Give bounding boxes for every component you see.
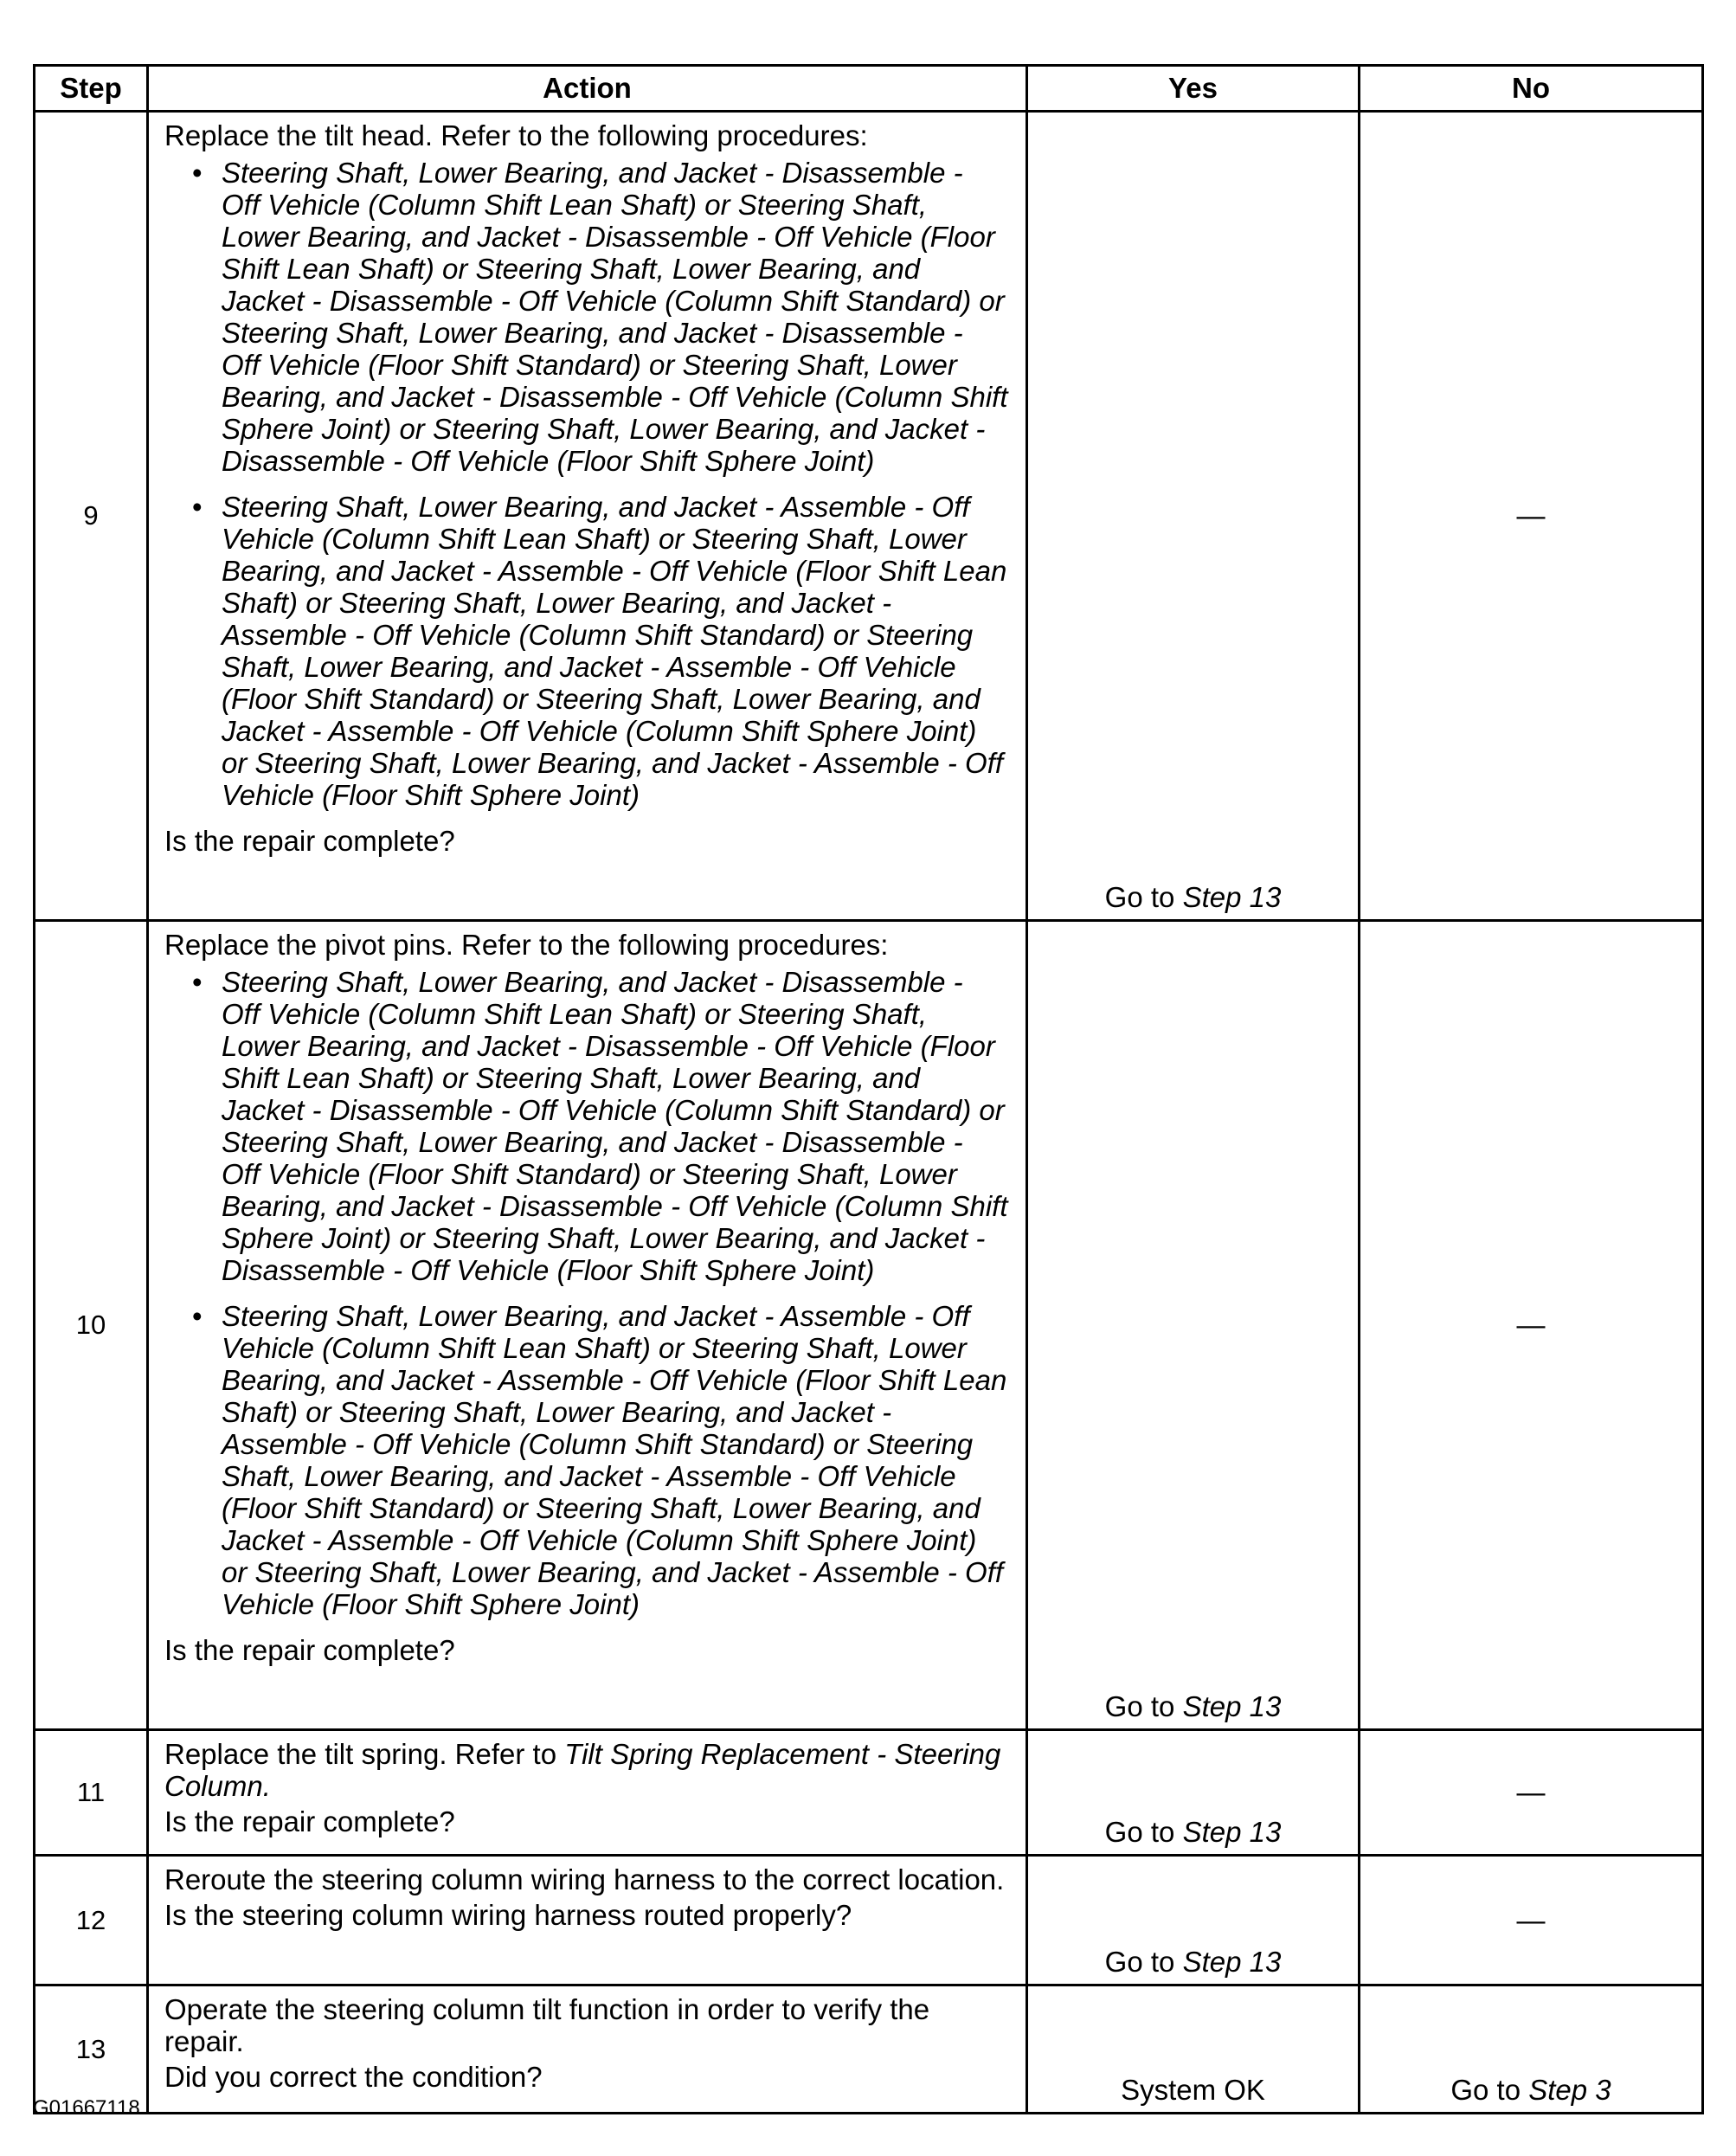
- table-row: [35, 1856, 1703, 1985]
- procedure-item: • Steering Shaft, Lower Bearing, and Jacket - Assemble - Off Vehicle (Column Shift Lean Shaft) or Steering Shaft, Lower Bearing, and Jacket - Assemble - Off Vehicle (Floor Shift Lean Shaft) or Steering Shaft, Lower Bearing, and Jacket - Assemble - Off Vehicle (Column Shift Standard) or Steering Shaft, Lower Bearing, and Jacket - Assemble - Off Vehicle (Floor Shift Standard) or Steering Shaft, Lower Bearing, and Jacket - Assemble - Off Vehicle (Column Shift Sphere Joint) or Steering Shaft, Lower Bearing, and Jacket - Assemble - Off Vehicle (Floor Shift Sphere Joint): [222, 491, 1008, 811]
- procedure-reference: Tilt Spring Replacement - Steering Column.: [164, 1738, 1001, 1802]
- procedure-list: [164, 966, 1008, 1620]
- procedure-item: • Steering Shaft, Lower Bearing, and Jacket - Disassemble - Off Vehicle (Column Shift Lean Shaft) or Steering Shaft, Lower Bearing, and Jacket - Disassemble - Off Vehicle (Floor Shift Lean Shaft) or Steering Shaft, Lower Bearing, and Jacket - Disassemble - Off Vehicle (Column Shift Standard) or Steering Shaft, Lower Bearing, and Jacket - Disassemble - Off Vehicle (Floor Shift Standard) or Steering Shaft, Lower Bearing, and Jacket - Disassemble - Off Vehicle (Column Shift Sphere Joint) or Steering Shaft, Lower Bearing, and Jacket - Disassemble - Off Vehicle (Floor Shift Sphere Joint): [222, 966, 1008, 1286]
- no-dash: —: [1516, 499, 1546, 531]
- action-question: Is the steering column wiring harness routed properly?: [164, 1899, 852, 1931]
- yes-prefix: Go to: [1104, 881, 1175, 913]
- no-dash: —: [1516, 1309, 1546, 1341]
- step-number: 11: [35, 1730, 148, 1856]
- procedure-item: • Steering Shaft, Lower Bearing, and Jacket - Assemble - Off Vehicle (Column Shift Lean Shaft) or Steering Shaft, Lower Bearing, and Jacket - Assemble - Off Vehicle (Floor Shift Lean Shaft) or Steering Shaft, Lower Bearing, and Jacket - Assemble - Off Vehicle (Column Shift Standard) or Steering Shaft, Lower Bearing, and Jacket - Assemble - Off Vehicle (Floor Shift Standard) or Steering Shaft, Lower Bearing, and Jacket - Assemble - Off Vehicle (Column Shift Sphere Joint) or Steering Shaft, Lower Bearing, and Jacket - Assemble - Off Vehicle (Floor Shift Sphere Joint): [222, 1300, 1008, 1620]
- action-intro-text: Replace the tilt spring. Refer to: [164, 1738, 557, 1770]
- action-cell: [148, 1730, 1027, 1856]
- step-number: 10: [35, 921, 148, 1730]
- figure-id: G01667118: [33, 2096, 140, 2120]
- no-step-link: Step 3: [1528, 2074, 1611, 2106]
- step-number: 12: [35, 1856, 148, 1985]
- action-question: Is the repair complete?: [164, 825, 455, 857]
- yes-step-link: Step 13: [1182, 1946, 1282, 1978]
- no-cell: [1360, 1985, 1703, 2114]
- yes-prefix: Go to: [1104, 1946, 1175, 1978]
- action-cell: [148, 921, 1027, 1730]
- yes-cell: [1027, 1856, 1360, 1985]
- table-row: [35, 1985, 1703, 2114]
- yes-result: System OK: [1121, 2074, 1265, 2106]
- header-step: Step: [35, 66, 148, 112]
- header-row: [35, 66, 1703, 112]
- action-intro: Reroute the steering column wiring harness to the correct location.: [164, 1863, 1005, 1895]
- no-cell: [1360, 1856, 1703, 1985]
- action-cell: [148, 112, 1027, 921]
- header-no: No: [1360, 66, 1703, 112]
- procedure-list: [164, 157, 1008, 811]
- table-row: [35, 1730, 1703, 1856]
- yes-step-link: Step 13: [1182, 1816, 1282, 1848]
- action-question: Is the repair complete?: [164, 1634, 455, 1666]
- table-row: [35, 112, 1703, 921]
- yes-cell: [1027, 1730, 1360, 1856]
- yes-step-link: Step 13: [1182, 881, 1282, 913]
- yes-prefix: Go to: [1104, 1690, 1175, 1722]
- no-dash: —: [1516, 1903, 1546, 1936]
- header-yes: Yes: [1027, 66, 1360, 112]
- no-cell: [1360, 1730, 1703, 1856]
- step-number: 13: [35, 1985, 148, 2114]
- action-intro: [164, 1738, 1008, 1802]
- yes-cell: [1027, 921, 1360, 1730]
- action-cell: [148, 1856, 1027, 1985]
- action-intro: Replace the pivot pins. Refer to the following procedures:: [164, 929, 889, 961]
- step-number: 9: [35, 112, 148, 921]
- action-intro: Replace the tilt head. Refer to the following procedures:: [164, 119, 868, 151]
- yes-cell: [1027, 112, 1360, 921]
- action-intro: Operate the steering column tilt function in order to verify the repair.: [164, 1993, 930, 2057]
- yes-prefix: Go to: [1104, 1816, 1175, 1848]
- diagnostic-table: [33, 64, 1704, 2114]
- no-cell: [1360, 112, 1703, 921]
- action-question: Is the repair complete?: [164, 1805, 455, 1837]
- no-prefix: Go to: [1450, 2074, 1521, 2106]
- header-action: Action: [148, 66, 1027, 112]
- no-cell: [1360, 921, 1703, 1730]
- procedure-item: • Steering Shaft, Lower Bearing, and Jacket - Disassemble - Off Vehicle (Column Shift Lean Shaft) or Steering Shaft, Lower Bearing, and Jacket - Disassemble - Off Vehicle (Floor Shift Lean Shaft) or Steering Shaft, Lower Bearing, and Jacket - Disassemble - Off Vehicle (Column Shift Standard) or Steering Shaft, Lower Bearing, and Jacket - Disassemble - Off Vehicle (Floor Shift Standard) or Steering Shaft, Lower Bearing, and Jacket - Disassemble - Off Vehicle (Column Shift Sphere Joint) or Steering Shaft, Lower Bearing, and Jacket - Disassemble - Off Vehicle (Floor Shift Sphere Joint): [222, 157, 1008, 477]
- action-question: Did you correct the condition?: [164, 2061, 543, 2093]
- action-cell: [148, 1985, 1027, 2114]
- yes-step-link: Step 13: [1182, 1690, 1282, 1722]
- no-dash: —: [1516, 1776, 1546, 1808]
- table-row: [35, 921, 1703, 1730]
- yes-cell: [1027, 1985, 1360, 2114]
